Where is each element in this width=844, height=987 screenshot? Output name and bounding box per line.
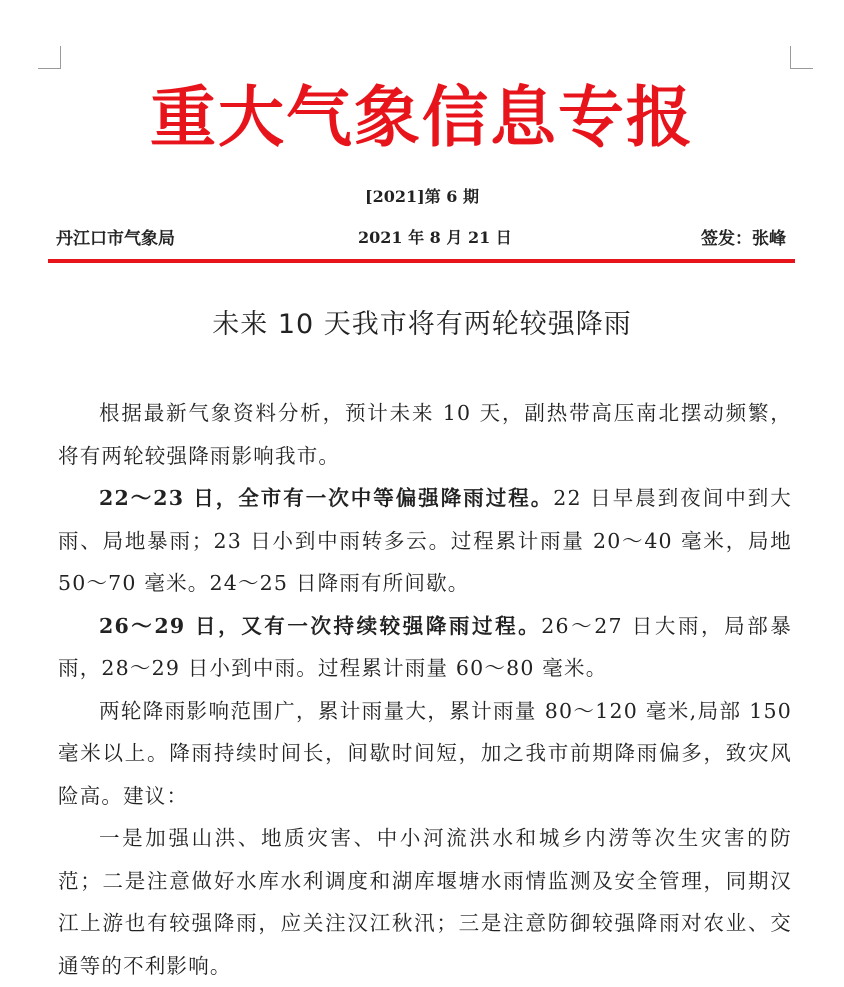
paragraph-recommendations bbox=[58, 817, 792, 987]
paragraph-text: 22 日早晨到夜间中到大雨、局地暴雨；23 日小到中雨转多云。过程累计雨量 20～40 毫米，局地 50～70 毫米。24～25 日降雨有所间歇。 bbox=[58, 486, 792, 595]
masthead-title: 重大气象信息专报 bbox=[150, 79, 694, 156]
header-meta-row bbox=[56, 224, 786, 252]
issue-number: [2021]第 6 期 bbox=[365, 187, 479, 206]
paragraph-lead: 22～23 日，全市有一次中等偏强降雨过程。 bbox=[99, 486, 554, 510]
crop-mark-top-right bbox=[790, 46, 813, 69]
issuing-organization: 丹江口市气象局 bbox=[56, 229, 175, 249]
red-divider-line bbox=[48, 259, 795, 263]
paragraph-text: 一是加强山洪、地质灾害、中小河流洪水和城乡内涝等次生灾害的防范；二是注意做好水库水利调度和湖库堰塘水雨情监测及安全管理，同期汉江上游也有较强降雨，应关注汉江秋汛；三是注意防御较强降雨对农业、交通等的不利影响。 bbox=[58, 826, 792, 978]
document-body bbox=[58, 392, 792, 987]
paragraph-text: 26～27 日大雨，局部暴雨，28～29 日小到中雨。过程累计雨量 60～80 毫米。 bbox=[58, 613, 792, 680]
paragraph-text: 根据最新气象资料分析，预计未来 10 天，副热带高压南北摆动频繁，将有两轮较强降雨影响我市。 bbox=[58, 401, 792, 468]
issue-date: 2021 年 8 月 21 日 bbox=[358, 228, 512, 247]
document-title: 未来 10 天我市将有两轮较强降雨 bbox=[212, 309, 632, 340]
paragraph-first-rain bbox=[58, 477, 792, 605]
paragraph-second-rain bbox=[58, 605, 792, 690]
paragraph-text: 两轮降雨影响范围广，累计雨量大，累计雨量 80～120 毫米,局部 150 毫米以上。降雨持续时间长，间歇时间短，加之我市前期降雨偏多，致灾风险高。建议： bbox=[58, 698, 792, 808]
paragraph-intro bbox=[58, 392, 792, 477]
signatory: 签发：张峰 bbox=[701, 229, 786, 249]
paragraph-lead: 26～29 日，又有一次持续较强降雨过程。 bbox=[99, 613, 542, 638]
paragraph-impact bbox=[58, 690, 792, 818]
crop-mark-top-left bbox=[38, 46, 61, 69]
